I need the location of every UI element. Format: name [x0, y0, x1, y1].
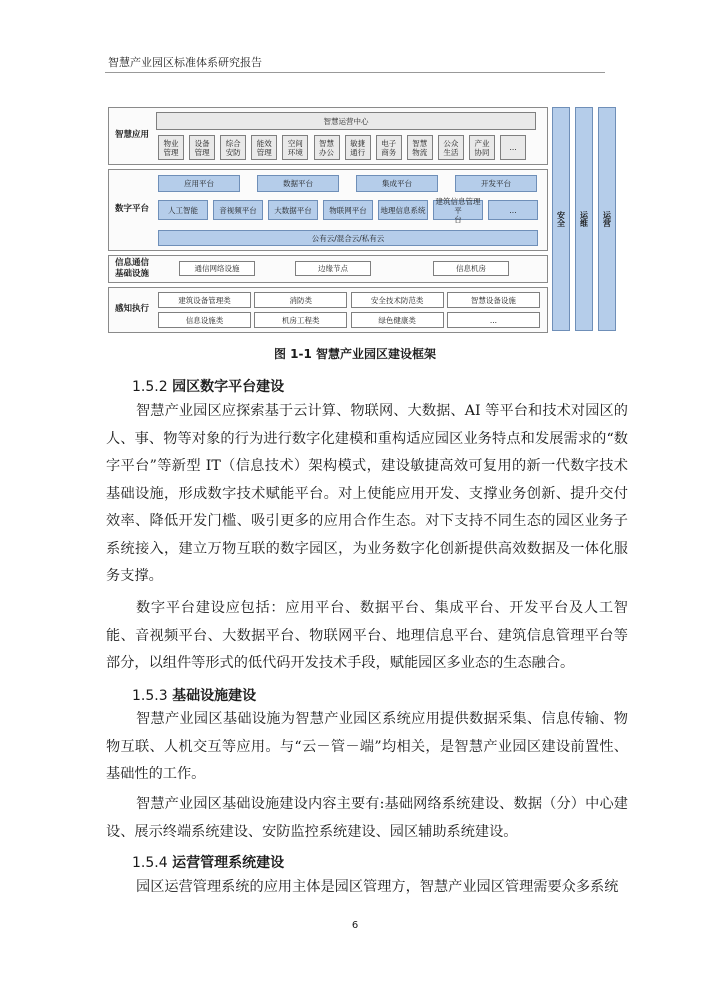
- digital-capability-5: 建筑信息管理平 台: [433, 200, 483, 220]
- paragraph-3: 智慧产业园区基础设施为智慧产业园区系统应用提供数据采集、信息传输、物物互联、人机交互等应用。与“云－管－端”均相关，是智慧产业园区建设前置性、基础性的工作。: [106, 711, 628, 782]
- app-item-5: 智慧 办公: [314, 135, 340, 160]
- digital-capability-0: 人工智能: [158, 200, 208, 220]
- section-heading-1-5-3: 1.5.3 基础设施建设: [132, 688, 257, 704]
- layer-label-smart-app: 智慧应用: [114, 130, 149, 140]
- app-item-8: 智慧 物流: [407, 135, 433, 160]
- header-rule: [105, 72, 605, 73]
- layer-label-digital: 数字平台: [114, 204, 149, 214]
- sensing-item-0: 建筑设备管理类: [158, 292, 251, 308]
- layer-smart-app: [108, 107, 548, 165]
- sensing-item-row2-0: 信息设施类: [158, 312, 251, 328]
- app-item-10: 产业 协同: [469, 135, 495, 160]
- digital-platform-2: 集成平台: [356, 175, 438, 192]
- app-item-11: ...: [500, 135, 526, 160]
- app-item-7: 电子 商务: [376, 135, 402, 160]
- section-heading-1-5-2: 1.5.2 园区数字平台建设: [132, 379, 285, 395]
- sensing-item-1: 消防类: [254, 292, 347, 308]
- app-item-9: 公众 生活: [438, 135, 464, 160]
- page-number: 6: [351, 920, 359, 931]
- infra-item-network: 通信网络设施: [179, 261, 255, 276]
- layer-digital-platform: [108, 169, 548, 251]
- digital-capability-4: 地理信息系统: [378, 200, 428, 220]
- sensing-item-3: 智慧设备设施: [447, 292, 540, 308]
- layer-sensing: [108, 287, 548, 333]
- column-operation: 运营: [598, 107, 616, 331]
- cloud-box: 公有云/混合云/私有云: [158, 230, 538, 246]
- digital-capability-1: 音视频平台: [213, 200, 263, 220]
- sensing-item-row2-3: ...: [447, 312, 540, 328]
- digital-capability-2: 大数据平台: [268, 200, 318, 220]
- infra-item-edge: 边缘节点: [295, 261, 371, 276]
- paragraph-5: 园区运营管理系统的应用主体是园区管理方，智慧产业园区管理需要众多系统: [136, 879, 619, 895]
- layer-ict-infra: [108, 255, 548, 283]
- app-item-6: 敏捷 通行: [345, 135, 371, 160]
- infra-item-room: 信息机房: [433, 261, 509, 276]
- app-item-2: 综合 安防: [220, 135, 246, 160]
- sensing-item-row2-1: 机房工程类: [254, 312, 347, 328]
- app-item-0: 物业 管理: [158, 135, 184, 160]
- column-security: 安全: [552, 107, 570, 331]
- digital-platform-3: 开发平台: [455, 175, 537, 192]
- sensing-item-row2-2: 绿色健康类: [351, 312, 444, 328]
- digital-platform-0: 应用平台: [158, 175, 240, 192]
- sensing-item-2: 安全技术防范类: [351, 292, 444, 308]
- digital-capability-6: ...: [488, 200, 538, 220]
- figure-caption: 图 1-1 智慧产业园区建设框架: [273, 347, 437, 361]
- paragraph-4: 智慧产业园区基础设施建设内容主要有:基础网络系统建设、数据（分）中心建设、展示终端系统建设、安防监控系统建设、园区辅助系统建设。: [106, 796, 628, 840]
- section-heading-1-5-4: 1.5.4 运营管理系统建设: [132, 855, 285, 871]
- digital-capability-3: 物联网平台: [323, 200, 373, 220]
- digital-platform-1: 数据平台: [257, 175, 339, 192]
- running-header: 智慧产业园区标准体系研究报告: [108, 56, 262, 69]
- app-item-1: 设备 管理: [189, 135, 215, 160]
- layer-label-ict: 信息通信 基础设施: [114, 258, 149, 279]
- paragraph-1: 智慧产业园区应探索基于云计算、物联网、大数据、AI 等平台和技术对园区的人、事、物等对象的行为进行数字化建模和重构适应园区业务特点和发展需求的“数字平台”等新型 IT（信息技术）架构模式，建设敏捷高效可复用的新一代数字技术基础设施，形成数字技术赋能平台。对上使能应用开发、支撑业务创新、提升交付效率、降低开发门槛、吸引更多的应用合作生态。对下支持不同生态的园区业务子系统接入，建立万物互联的数字园区，为业务数字化创新提供高效数据及一体化服务支撑。: [106, 403, 628, 584]
- framework-diagram: [108, 107, 618, 339]
- app-item-3: 能效 管理: [251, 135, 277, 160]
- app-item-4: 空间 环境: [282, 135, 308, 160]
- ops-center-box: 智慧运营中心: [156, 112, 536, 130]
- column-operation-maintenance: 运维: [575, 107, 593, 331]
- paragraph-2: 数字平台建设应包括：应用平台、数据平台、集成平台、开发平台及人工智能、音视频平台、大数据平台、物联网平台、地理信息平台、建筑信息管理平台等部分，以组件等形式的低代码开发技术手段，赋能园区多业态的生态融合。: [106, 600, 628, 671]
- layer-label-sensing: 感知执行: [114, 304, 149, 314]
